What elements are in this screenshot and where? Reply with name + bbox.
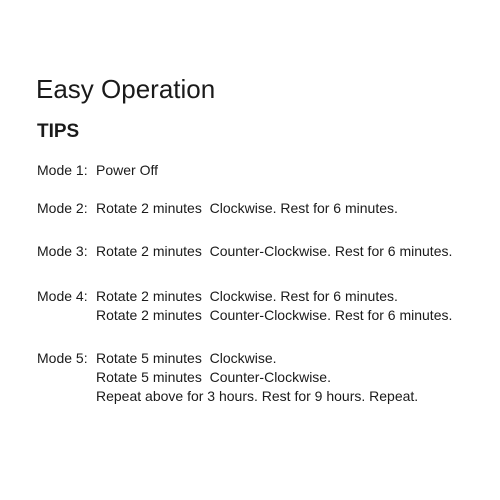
mode-description	[96, 199, 398, 218]
mode-line: Rotate 2 minutes Clockwise. Rest for 6 minutes.	[96, 200, 398, 216]
mode-label: Mode 2:	[37, 200, 88, 216]
mode-line: Power Off	[96, 162, 158, 178]
mode-description	[96, 349, 418, 406]
tips-heading: TIPS	[37, 121, 80, 142]
mode-label: Mode 4:	[37, 288, 88, 304]
mode-line: Rotate 2 minutes Counter-Clockwise. Rest for 6 minutes.	[96, 307, 453, 323]
mode-line: Rotate 2 minutes Clockwise. Rest for 6 minutes.	[96, 288, 398, 304]
mode-label: Mode 3:	[37, 243, 88, 259]
mode-description	[96, 287, 452, 325]
mode-label: Mode 5:	[37, 350, 88, 366]
mode-line: Repeat above for 3 hours. Rest for 9 hours. Repeat.	[96, 388, 419, 404]
mode-description	[96, 242, 452, 261]
mode-label: Mode 1:	[37, 162, 88, 178]
mode-line: Rotate 5 minutes Counter-Clockwise.	[96, 369, 331, 385]
mode-line: Rotate 5 minutes Clockwise.	[96, 350, 277, 366]
mode-description	[96, 161, 158, 180]
page-title: Easy Operation	[36, 74, 216, 104]
mode-line: Rotate 2 minutes Counter-Clockwise. Rest for 6 minutes.	[96, 243, 453, 259]
